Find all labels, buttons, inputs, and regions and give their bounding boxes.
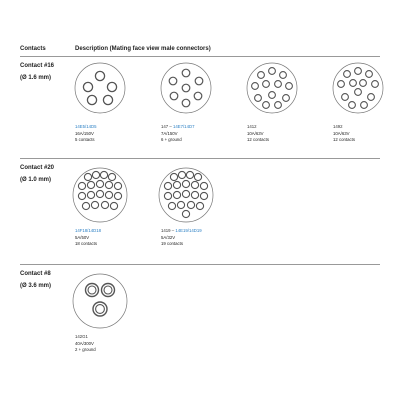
connector-7pin-icon: [160, 62, 212, 114]
section-diameter: (Ø 1.6 mm): [20, 75, 52, 81]
part-number: 14E5/14D5: [75, 124, 97, 129]
part-number: 147 – 14E7/14D7: [161, 124, 195, 129]
rating: 40A/300V: [75, 340, 94, 346]
section-contact-8-label: [20, 268, 51, 292]
rating: 10A/63V: [333, 130, 350, 136]
column-header-contacts: Contacts: [20, 46, 46, 52]
connector-3pin-power-icon: [72, 273, 128, 329]
connector-5pin-icon: [74, 62, 126, 114]
connector-caption: [75, 228, 101, 248]
contact-count: 18 contacts: [75, 241, 97, 247]
section-contact-16-label: [20, 60, 54, 84]
header-divider: [20, 56, 380, 57]
connector-caption: [75, 124, 97, 144]
rating: 5A/32V: [161, 234, 176, 240]
connector-18pin-icon: [72, 167, 128, 223]
column-header-description: Description (Mating face view male connectors): [75, 46, 211, 52]
section-diameter: (Ø 1.0 mm): [20, 177, 52, 183]
connector-caption: [161, 124, 194, 144]
part-number: 1412: [247, 124, 257, 129]
part-number: 14F18/14D18: [75, 228, 102, 233]
rating: 5A/50V: [75, 234, 90, 240]
contact-count: 19 contacts: [161, 241, 183, 247]
section-title: Contact #8: [20, 271, 51, 277]
contact-count: 12 contacts: [333, 137, 355, 143]
contact-count: 5 contacts: [75, 137, 95, 143]
contact-count: 2 + ground: [75, 347, 96, 353]
part-number: 1419 – 14E19/14D19: [161, 228, 202, 233]
connector-12pin-icon: [246, 62, 298, 114]
connector-caption: [75, 334, 96, 354]
section-title: Contact #20: [20, 165, 55, 171]
section-contact-20-label: [20, 162, 54, 186]
rating: 7A/150V: [161, 130, 178, 136]
section-diameter: (Ø 3.6 mm): [20, 283, 52, 289]
section-title: Contact #16: [20, 63, 55, 69]
connector-12pin-alt-icon: [332, 62, 384, 114]
connector-caption: [161, 228, 202, 248]
connector-caption: [247, 124, 269, 144]
contact-count: 6 + ground: [161, 137, 182, 143]
part-number: 1492: [333, 124, 343, 129]
rating: 10A/63V: [247, 130, 264, 136]
rating: 16A/150V: [75, 130, 94, 136]
connector-19pin-icon: [158, 167, 214, 223]
part-number: 142G1: [75, 334, 88, 339]
section-divider: [20, 264, 380, 265]
connector-caption: [333, 124, 355, 144]
section-divider: [20, 158, 380, 159]
contact-count: 12 contacts: [247, 137, 269, 143]
